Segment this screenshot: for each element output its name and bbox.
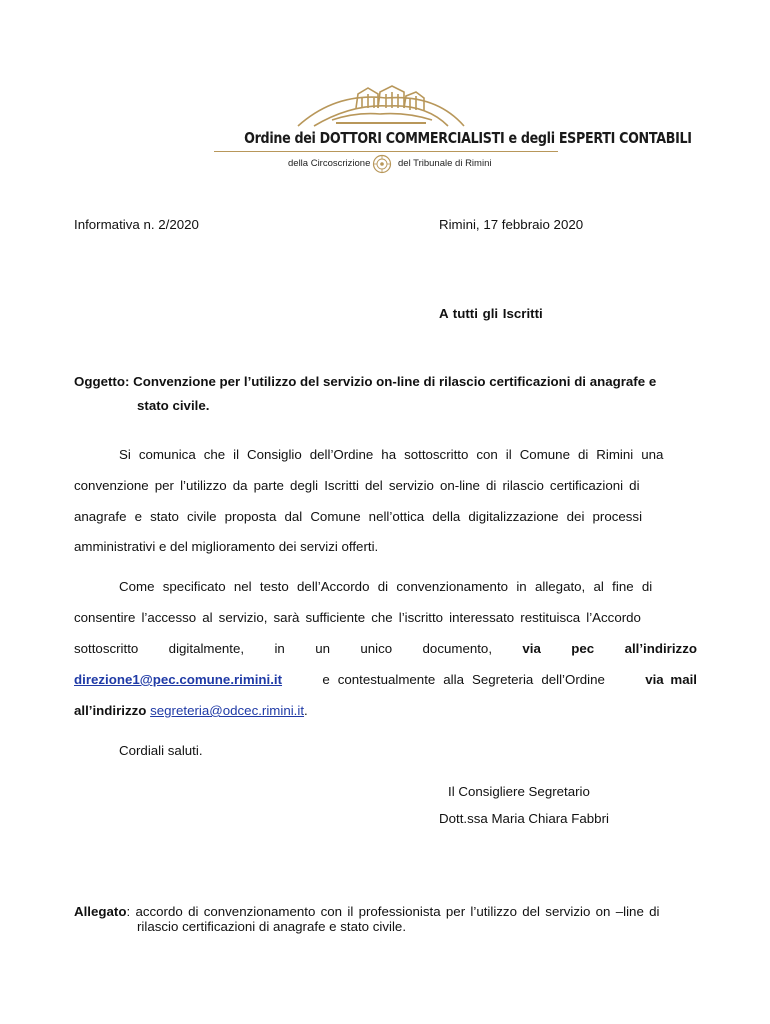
seal-icon [372,154,392,174]
paragraph-2-line-3 [74,640,697,657]
paragraph-1-line-3: anagrafe e stato civile proposta dal Comune nell’ottica della digitalizzazione dei processi [74,509,643,524]
paragraph-1-line-4: amministrativi e del miglioramento dei servizi offerti. [74,539,379,554]
attachment-colon: : [126,904,131,919]
paragraph-1-line-2: convenzione per l’utilizzo da parte degli Iscritti del servizio on-line di rilascio certificazioni di [74,478,640,493]
paragraph-2-line-1: Come specificato nel testo dell’Accordo di convenzionamento in allegato, al fine di [119,579,653,594]
attachment-text: accordo di convenzionamento con il professionista per l’utilizzo del servizio on –line di [135,904,660,919]
word: unico [360,641,393,656]
signatory-role: Il Consigliere Segretario [448,784,590,799]
subject-line-1 [74,373,656,390]
word-bold: all’indirizzo [624,641,697,656]
subject-label: Oggetto: [74,374,130,389]
place-date: Rimini, 17 febbraio 2020 [439,217,584,232]
word: in [274,641,285,656]
paragraph-2-line-4 [74,671,697,688]
period: . [304,703,308,718]
word: un [315,641,330,656]
word-bold: via [522,641,541,656]
subject-text: Convenzione per l’utilizzo del servizio on-line di rilascio certificazioni di anagrafe e [133,374,657,389]
attachment-label: Allegato [74,904,127,919]
segreteria-email-link[interactable]: segreteria@odcec.rimini.it [150,703,305,718]
informativa-reference: Informativa n. 2/2020 [74,217,199,232]
signatory-name: Dott.ssa Maria Chiara Fabbri [439,811,609,826]
word: sottoscritto [74,641,139,656]
tribunale-label: del Tribunale di Rimini [398,158,492,169]
circoscrizione-label: della Circoscrizione [288,158,371,169]
word: digitalmente, [168,641,245,656]
attachment-line-2: rilascio certificazioni di anagrafe e stato civile. [137,919,407,934]
letterhead [0,84,770,184]
subject-line-2: stato civile. [137,398,210,413]
paragraph-2-line-5 [74,702,308,719]
closing-greeting: Cordiali saluti. [119,743,203,758]
building-logo-icon [296,84,466,128]
paragraph-2-line-2: consentire l’accesso al servizio, sarà sufficiente che l’iscritto interessato restituisca l’Accordo [74,610,641,625]
recipient: A tutti gli Iscritti [439,306,543,321]
contact-text: e contestualmente alla Segreteria dell’Ordine [322,672,605,687]
pec-email-link[interactable]: direzione1@pec.comune.rimini.it [74,672,283,687]
letterhead-divider [214,151,558,152]
word: documento, [422,641,493,656]
organization-name: Ordine dei DOTTORI COMMERCIALISTI e degli ESPERTI CONTABILI [244,129,692,147]
address-label: all’indirizzo [74,703,147,718]
via-mail-text: via mail [645,672,697,687]
word-bold: pec [571,641,595,656]
paragraph-1-line-1: Si comunica che il Consiglio dell’Ordine ha sottoscritto con il Comune di Rimini una [119,447,664,462]
